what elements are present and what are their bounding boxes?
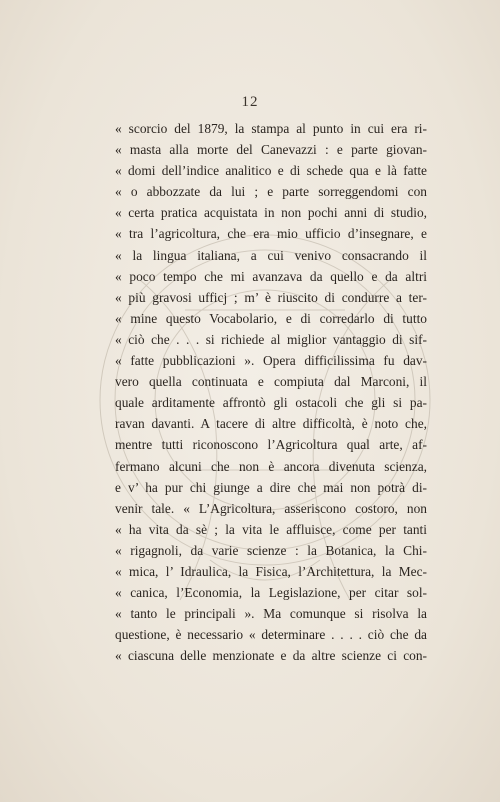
text-line: « rigagnoli, da varie scienze : la Botanica, la Chi- bbox=[115, 542, 427, 558]
text-line: « ciascuna delle menzionate e da altre scienze ci con- bbox=[115, 648, 427, 664]
text-line: « tanto le principali ». Ma comunque si risolva la bbox=[115, 606, 427, 622]
text-line: e v’ ha pur chi giunge a dire che mai non potrà di- bbox=[115, 479, 427, 495]
text-line: fermano alcuni che non è ancora divenuta scienza, bbox=[115, 458, 427, 474]
body-text bbox=[115, 118, 427, 666]
text-line: venir tale. « L’Agricoltura, asseriscono costoro, non bbox=[115, 500, 427, 516]
text-line: « poco tempo che mi avanzava da quello e da altri bbox=[115, 268, 427, 284]
text-line: « ha vita da sè ; la vita le affluisce, come per tanti bbox=[115, 521, 427, 537]
text-line: « certa pratica acquistata in non pochi anni di studio, bbox=[115, 205, 427, 221]
text-line: « masta alla morte del Canevazzi : e parte giovan- bbox=[115, 142, 427, 158]
text-line: ravan davanti. A tacere di altre difficoltà, è noto che, bbox=[115, 416, 427, 432]
text-line: « tra l’agricoltura, che era mio ufficio d’insegnare, e bbox=[115, 226, 427, 242]
text-line: mentre tutti riconoscono l’Agricoltura qual arte, af- bbox=[115, 437, 427, 453]
text-line: « mica, l’ Idraulica, la Fisica, l’Architettura, la Mec- bbox=[115, 563, 427, 579]
text-line: « domi dell’indice analitico e di schede qua e là fatte bbox=[115, 163, 427, 179]
text-line: vero quella continuata e compiuta dal Marconi, il bbox=[115, 374, 427, 390]
text-line: « fatte pubblicazioni ». Opera difficilissima fu dav- bbox=[115, 353, 427, 369]
text-line: « mine questo Vocabolario, e di corredarlo di tutto bbox=[115, 310, 427, 326]
text-line: « canica, l’Economia, la Legislazione, per citar sol- bbox=[115, 585, 427, 601]
text-line: « ciò che . . . si richiede al miglior vantaggio di sif- bbox=[115, 331, 427, 347]
page-number: 12 bbox=[241, 94, 259, 110]
text-line: « la lingua italiana, a cui venivo consacrando il bbox=[115, 247, 427, 263]
text-line: « o abbozzate da lui ; e parte sorreggendomi con bbox=[115, 184, 427, 200]
text-line: « più gravosi ufficj ; m’ è riuscito di condurre a ter- bbox=[115, 289, 427, 305]
text-line: questione, è necessario « determinare . . . . ciò che da bbox=[115, 627, 427, 643]
text-line: quale arditamente affrontò gli ostacoli che gli si pa- bbox=[115, 395, 427, 411]
text-line: « scorcio del 1879, la stampa al punto in cui era ri- bbox=[115, 121, 427, 136]
